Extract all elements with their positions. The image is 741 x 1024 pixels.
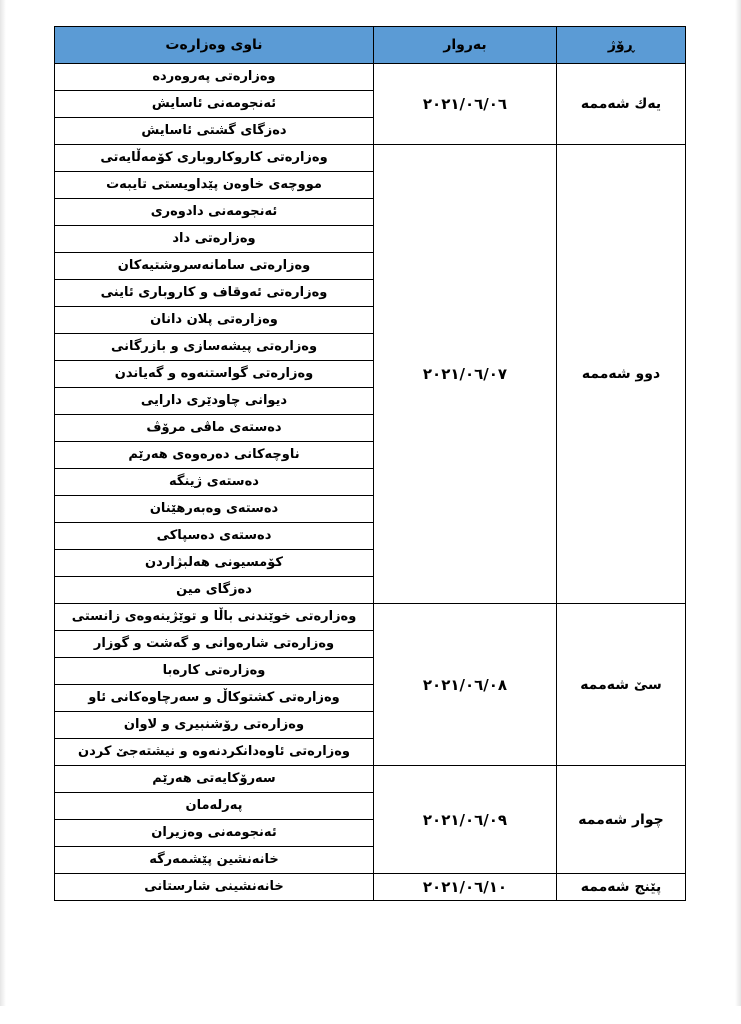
page-edge-shadow-right: [735, 0, 741, 1024]
table-header-row: [55, 27, 686, 64]
ministry-name-cell: دیوانی چاودێری دارایی: [55, 388, 374, 415]
table-row: [55, 604, 686, 631]
ministry-name-cell: دەستەی وەبەرهێنان: [55, 496, 374, 523]
ministry-name-cell: وەزارەتی داد: [55, 226, 374, 253]
ministry-name-cell: وەزارەتی کارەبا: [55, 658, 374, 685]
day-cell: یەك شەممە: [557, 64, 686, 145]
ministry-name-cell: خانەنشینی شارستانی: [55, 874, 374, 901]
ministry-name-cell: خانەنشین پێشمەرگە: [55, 847, 374, 874]
table-row: [55, 766, 686, 793]
ministry-name-cell: ئەنجومەنی دادوەری: [55, 199, 374, 226]
table-row: [55, 874, 686, 901]
ministry-name-cell: دەزگای مین: [55, 577, 374, 604]
ministry-name-cell: وەزارەتی سامانەسروشتیەکان: [55, 253, 374, 280]
ministry-name-cell: دەزگای گشتی ئاسایش: [55, 118, 374, 145]
date-cell: ٢٠٢١/٠٦/٠٦: [374, 64, 557, 145]
page-bottom-margin: [0, 1006, 741, 1024]
page-edge-shadow-left: [0, 0, 6, 1024]
ministry-name-cell: وەزارەتی کشتوکاڵ و سەرچاوەکانی ئاو: [55, 685, 374, 712]
column-header-day: ڕۆژ: [557, 27, 686, 64]
date-cell: ٢٠٢١/٠٦/٠٨: [374, 604, 557, 766]
table-row: [55, 64, 686, 91]
ministry-name-cell: وەزارەتی کاروکاروباری کۆمەڵایەتی: [55, 145, 374, 172]
ministry-name-cell: ناوچەکانی دەرەوەی هەرێم: [55, 442, 374, 469]
ministry-name-cell: وەزارەتی رۆشنبیری و لاوان: [55, 712, 374, 739]
ministry-name-cell: وەزارەتی ئاوەدانکردنەوە و نیشتەجێ کردن: [55, 739, 374, 766]
day-cell: سێ شەممە: [557, 604, 686, 766]
day-cell: دوو شەممە: [557, 145, 686, 604]
ministry-name-cell: وەزارەتی خوێندنی باڵا و توێژینەوەی زانستی: [55, 604, 374, 631]
column-header-date: بەروار: [374, 27, 557, 64]
ministry-name-cell: وەزارەتی پلان دانان: [55, 307, 374, 334]
ministry-name-cell: وەزارەتی گواستنەوە و گەیاندن: [55, 361, 374, 388]
ministry-name-cell: دەستەی ژینگە: [55, 469, 374, 496]
ministry-name-cell: مووچەی خاوەن پێداویستی تایبەت: [55, 172, 374, 199]
ministry-name-cell: دەستەی دەسپاکی: [55, 523, 374, 550]
ministry-name-cell: وەزارەتی پەروەردە: [55, 64, 374, 91]
ministry-name-cell: سەرۆکایەتی هەرێم: [55, 766, 374, 793]
table-header: [55, 27, 686, 64]
date-cell: ٢٠٢١/٠٦/١٠: [374, 874, 557, 901]
date-cell: ٢٠٢١/٠٦/٠٩: [374, 766, 557, 874]
ministry-name-cell: وەزارەتی پیشەسازی و بازرگانی: [55, 334, 374, 361]
ministry-name-cell: وەزارەتی ئەوقاف و کاروباری ئاینی: [55, 280, 374, 307]
ministry-name-cell: وەزارەتی شارەوانی و گەشت و گوزار: [55, 631, 374, 658]
ministry-name-cell: ئەنجومەنی وەزیران: [55, 820, 374, 847]
ministry-name-cell: ئەنجومەنی ئاسایش: [55, 91, 374, 118]
day-cell: پێنج شەممە: [557, 874, 686, 901]
ministry-name-cell: پەرلەمان: [55, 793, 374, 820]
date-cell: ٢٠٢١/٠٦/٠٧: [374, 145, 557, 604]
day-cell: چوار شەممە: [557, 766, 686, 874]
table-row: [55, 145, 686, 172]
ministry-name-cell: کۆمسیونی هەلبژاردن: [55, 550, 374, 577]
column-header-name: ناوی وەزارەت: [55, 27, 374, 64]
ministry-name-cell: دەستەی ماڤی مرۆڤ: [55, 415, 374, 442]
table-body: [55, 64, 686, 901]
salary-schedule-table: [54, 26, 686, 901]
